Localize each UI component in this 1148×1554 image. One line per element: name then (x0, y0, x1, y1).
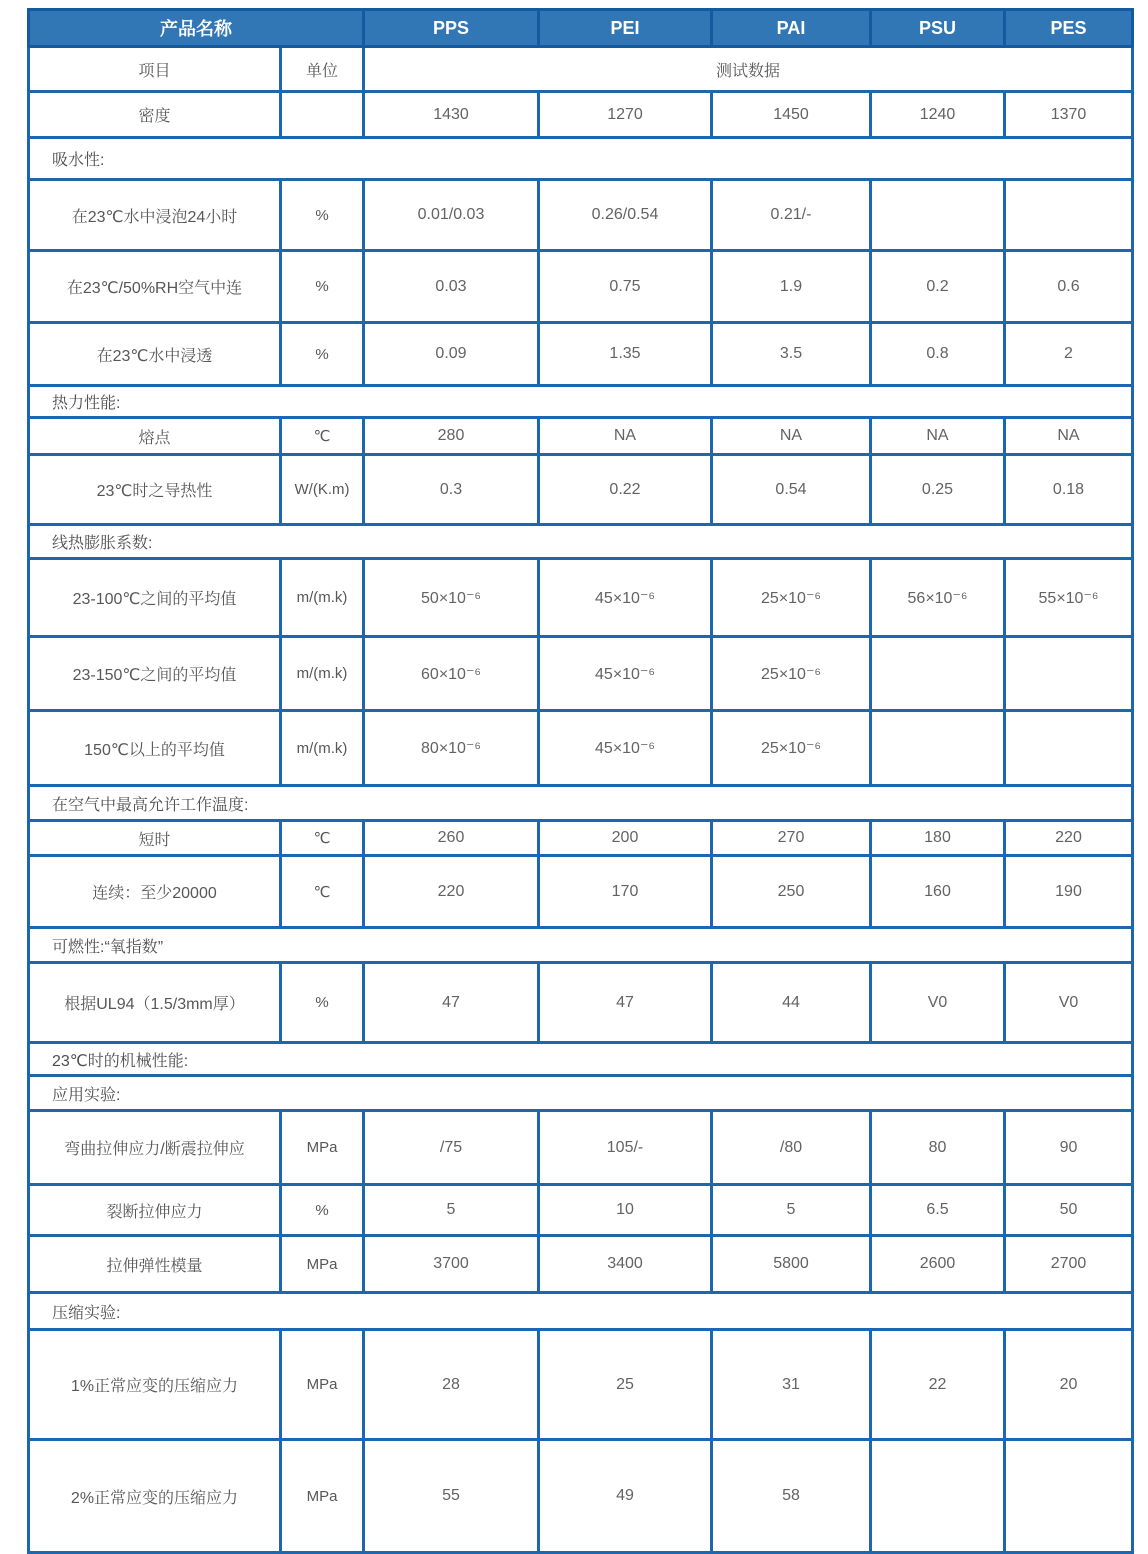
row-label: 弯曲拉伸应力/断震拉伸应 (29, 1111, 281, 1185)
cell-pei: 0.26/0.54 (539, 180, 712, 251)
cell-pes (1005, 180, 1133, 251)
header-pei: PEI (539, 10, 712, 47)
row-unit: m/(m.k) (281, 559, 364, 637)
row-label: 根据UL94（1.5/3mm厚） (29, 963, 281, 1043)
table-header-row (29, 10, 1133, 47)
section-row (29, 386, 1133, 418)
section-row (29, 1293, 1133, 1330)
section-label: 压缩实验: (29, 1293, 1133, 1330)
data-row (29, 418, 1133, 455)
cell-pai: /80 (712, 1111, 871, 1185)
data-row (29, 821, 1133, 856)
row-unit: MPa (281, 1236, 364, 1293)
row-unit: W/(K.m) (281, 455, 364, 525)
row-label: 在23℃水中浸泡24小时 (29, 180, 281, 251)
cell-psu (871, 1440, 1005, 1553)
header-pai: PAI (712, 10, 871, 47)
cell-psu (871, 711, 1005, 786)
cell-psu (871, 637, 1005, 711)
data-row (29, 711, 1133, 786)
cell-pps: 80×10⁻⁶ (364, 711, 539, 786)
cell-pps: 0.3 (364, 455, 539, 525)
cell-pei: 105/- (539, 1111, 712, 1185)
cell-psu: 160 (871, 856, 1005, 928)
cell-pai: 25×10⁻⁶ (712, 559, 871, 637)
cell-psu: 22 (871, 1330, 1005, 1440)
cell-pps: 1430 (364, 92, 539, 138)
section-row (29, 1076, 1133, 1111)
cell-pei: 45×10⁻⁶ (539, 637, 712, 711)
section-label: 吸水性: (29, 138, 1133, 180)
cell-pes: 1370 (1005, 92, 1133, 138)
cell-pes: NA (1005, 418, 1133, 455)
cell-psu: 2600 (871, 1236, 1005, 1293)
cell-psu: 56×10⁻⁶ (871, 559, 1005, 637)
row-label: 23℃时之导热性 (29, 455, 281, 525)
cell-pei: 1270 (539, 92, 712, 138)
cell-psu: 180 (871, 821, 1005, 856)
cell-pes: 0.6 (1005, 251, 1133, 323)
row-unit: % (281, 963, 364, 1043)
cell-pai: 5 (712, 1185, 871, 1236)
cell-pai: 270 (712, 821, 871, 856)
cell-pps: 0.03 (364, 251, 539, 323)
cell-pei: 10 (539, 1185, 712, 1236)
row-unit: MPa (281, 1330, 364, 1440)
cell-psu: 1240 (871, 92, 1005, 138)
cell-pei: 170 (539, 856, 712, 928)
cell-pps: 0.09 (364, 323, 539, 386)
cell-pes: 220 (1005, 821, 1133, 856)
cell-pei: 1.35 (539, 323, 712, 386)
cell-pai: 44 (712, 963, 871, 1043)
row-label: 1%正常应变的压缩应力 (29, 1330, 281, 1440)
section-row (29, 1043, 1133, 1076)
row-unit: ℃ (281, 856, 364, 928)
cell-psu: 80 (871, 1111, 1005, 1185)
row-label: 150℃以上的平均值 (29, 711, 281, 786)
row-label: 23-100℃之间的平均值 (29, 559, 281, 637)
section-row (29, 786, 1133, 821)
header-pps: PPS (364, 10, 539, 47)
data-row (29, 856, 1133, 928)
subheader-unit: 单位 (281, 47, 364, 92)
subheader-item: 项目 (29, 47, 281, 92)
cell-pai: 25×10⁻⁶ (712, 711, 871, 786)
data-row (29, 559, 1133, 637)
cell-pps: 280 (364, 418, 539, 455)
row-label: 23-150℃之间的平均值 (29, 637, 281, 711)
cell-pes: V0 (1005, 963, 1133, 1043)
section-label: 23℃时的机械性能: (29, 1043, 1133, 1076)
cell-pes: 190 (1005, 856, 1133, 928)
cell-pei: 49 (539, 1440, 712, 1553)
row-label: 密度 (29, 92, 281, 138)
cell-pes: 2700 (1005, 1236, 1133, 1293)
section-row (29, 138, 1133, 180)
cell-pai: 0.54 (712, 455, 871, 525)
cell-psu: 0.25 (871, 455, 1005, 525)
cell-pes (1005, 1440, 1133, 1553)
subheader-test-data: 测试数据 (364, 47, 1133, 92)
row-unit: m/(m.k) (281, 711, 364, 786)
cell-pps: 55 (364, 1440, 539, 1553)
cell-pes: 2 (1005, 323, 1133, 386)
data-row (29, 92, 1133, 138)
row-unit: m/(m.k) (281, 637, 364, 711)
cell-pei: 45×10⁻⁶ (539, 711, 712, 786)
cell-pps: 3700 (364, 1236, 539, 1293)
cell-pai: 25×10⁻⁶ (712, 637, 871, 711)
row-label: 拉伸弹性模量 (29, 1236, 281, 1293)
cell-pes (1005, 711, 1133, 786)
cell-pes (1005, 637, 1133, 711)
row-label: 裂断拉伸应力 (29, 1185, 281, 1236)
cell-psu: NA (871, 418, 1005, 455)
cell-pai: 1450 (712, 92, 871, 138)
cell-pes: 20 (1005, 1330, 1133, 1440)
row-unit: ℃ (281, 821, 364, 856)
product-properties-table (27, 8, 1134, 1554)
data-row (29, 1111, 1133, 1185)
cell-pei: 47 (539, 963, 712, 1043)
data-row (29, 637, 1133, 711)
data-row (29, 1440, 1133, 1553)
data-row (29, 1236, 1133, 1293)
cell-pei: 3400 (539, 1236, 712, 1293)
cell-pai: 0.21/- (712, 180, 871, 251)
row-unit: % (281, 180, 364, 251)
section-label: 应用实验: (29, 1076, 1133, 1111)
row-unit: ℃ (281, 418, 364, 455)
row-label: 2%正常应变的压缩应力 (29, 1440, 281, 1553)
cell-pps: /75 (364, 1111, 539, 1185)
header-pes: PES (1005, 10, 1133, 47)
cell-psu: 0.8 (871, 323, 1005, 386)
data-row (29, 455, 1133, 525)
row-label: 连续：至少20000 (29, 856, 281, 928)
cell-psu: V0 (871, 963, 1005, 1043)
cell-pps: 0.01/0.03 (364, 180, 539, 251)
row-label: 在23℃水中浸透 (29, 323, 281, 386)
cell-psu (871, 180, 1005, 251)
row-label: 熔点 (29, 418, 281, 455)
cell-pps: 260 (364, 821, 539, 856)
row-unit (281, 92, 364, 138)
section-label: 热力性能: (29, 386, 1133, 418)
cell-pai: NA (712, 418, 871, 455)
cell-pai: 5800 (712, 1236, 871, 1293)
cell-pei: 45×10⁻⁶ (539, 559, 712, 637)
row-label: 在23℃/50%RH空气中连 (29, 251, 281, 323)
row-unit: MPa (281, 1440, 364, 1553)
table-subheader-row (29, 47, 1133, 92)
data-row (29, 323, 1133, 386)
data-row (29, 1185, 1133, 1236)
cell-psu: 6.5 (871, 1185, 1005, 1236)
cell-pes: 0.18 (1005, 455, 1133, 525)
cell-pes: 55×10⁻⁶ (1005, 559, 1133, 637)
section-row (29, 928, 1133, 963)
section-label: 在空气中最高允许工作温度: (29, 786, 1133, 821)
row-unit: % (281, 251, 364, 323)
cell-pei: NA (539, 418, 712, 455)
row-unit: % (281, 323, 364, 386)
section-label: 线热膨胀系数: (29, 525, 1133, 559)
cell-pai: 250 (712, 856, 871, 928)
section-row (29, 525, 1133, 559)
row-label: 短时 (29, 821, 281, 856)
cell-pps: 60×10⁻⁶ (364, 637, 539, 711)
cell-pai: 3.5 (712, 323, 871, 386)
cell-pes: 50 (1005, 1185, 1133, 1236)
cell-pei: 0.75 (539, 251, 712, 323)
cell-pps: 28 (364, 1330, 539, 1440)
cell-pps: 220 (364, 856, 539, 928)
cell-pai: 58 (712, 1440, 871, 1553)
cell-pei: 25 (539, 1330, 712, 1440)
data-row (29, 1330, 1133, 1440)
cell-pei: 0.22 (539, 455, 712, 525)
cell-pai: 31 (712, 1330, 871, 1440)
cell-pei: 200 (539, 821, 712, 856)
data-row (29, 180, 1133, 251)
header-psu: PSU (871, 10, 1005, 47)
data-row (29, 251, 1133, 323)
row-unit: % (281, 1185, 364, 1236)
cell-pes: 90 (1005, 1111, 1133, 1185)
cell-pps: 47 (364, 963, 539, 1043)
cell-pai: 1.9 (712, 251, 871, 323)
section-label: 可燃性:“氧指数” (29, 928, 1133, 963)
row-unit: MPa (281, 1111, 364, 1185)
cell-pps: 50×10⁻⁶ (364, 559, 539, 637)
cell-psu: 0.2 (871, 251, 1005, 323)
data-row (29, 963, 1133, 1043)
header-product-name: 产品名称 (29, 10, 364, 47)
cell-pps: 5 (364, 1185, 539, 1236)
